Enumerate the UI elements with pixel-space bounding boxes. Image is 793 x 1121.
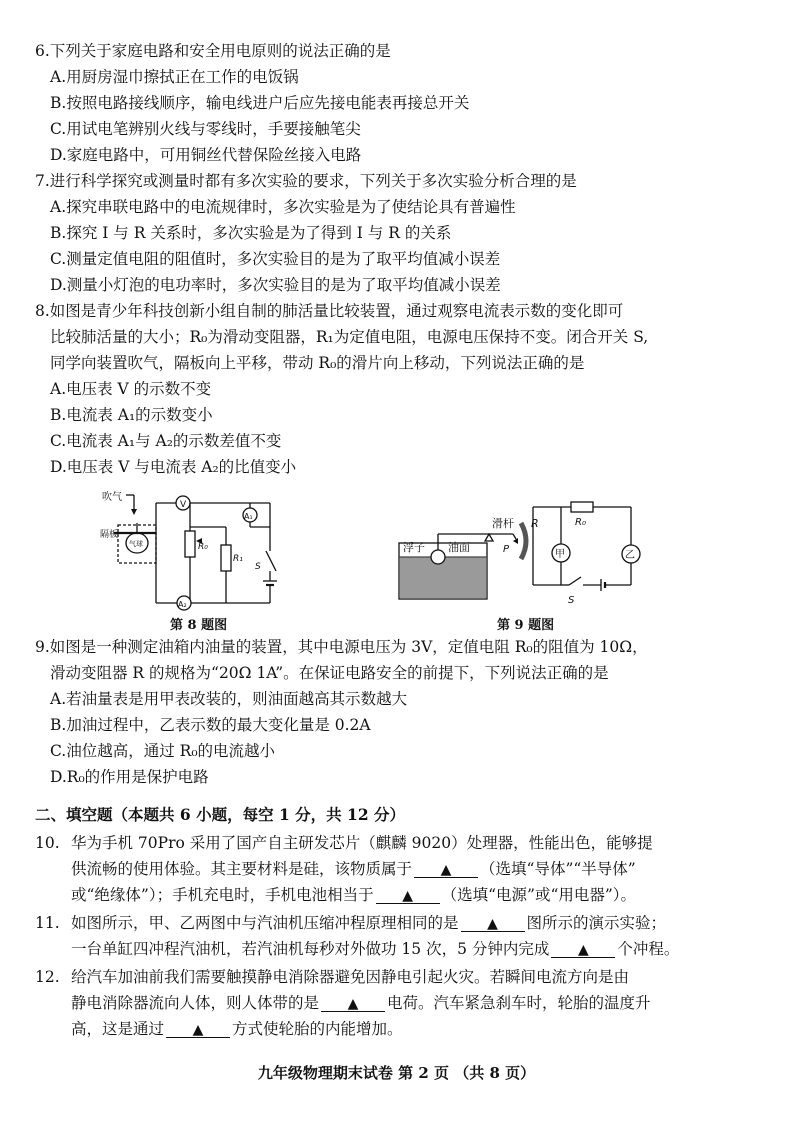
q12-blank-1[interactable]: ▲	[319, 992, 387, 1015]
fig9-yi-label: 乙	[625, 550, 635, 561]
fig8-a1-label: A₁	[244, 512, 253, 521]
fig9-oil	[400, 557, 486, 598]
q7-option-b: B.探究 I 与 R 关系时，多次实验是为了得到 I 与 R 的关系	[50, 224, 452, 242]
q8-stem-line-2: 比较肺活量的大小；R₀为滑动变阻器，R₁为定值电阻，电源电压保持不变。闭合开关 S,	[50, 328, 649, 346]
q11-blank-1[interactable]: ▲	[459, 912, 527, 935]
q10-number: 10.	[35, 834, 60, 852]
fig8-plate-label: 隔板	[100, 530, 119, 540]
q7-option-d: D.测量小灯泡的电功率时，多次实验目的是为了取平均值减小误差	[50, 276, 501, 294]
q12-line-3: 高，这是通过 ▲ 方式使轮胎的内能增加。	[71, 1018, 403, 1041]
figure-8-caption: 第 8 题图	[170, 618, 228, 633]
fig8-switch-label: S	[255, 562, 261, 572]
fig8-balloon-label: 气球	[129, 540, 143, 548]
figure-9-circuit	[393, 497, 661, 609]
q11-blank-2[interactable]: ▲	[549, 938, 617, 961]
q8-stem-line-3: 同学向装置吹气，隔板向上平移，带动 R₀的滑片向上移动，下列说法正确的是	[50, 354, 585, 372]
q9-option-b: B.加油过程中，乙表示数的最大变化量是 0.2A	[50, 716, 371, 734]
q9-stem-line-2: 滑动变阻器 R 的规格为“20Ω 1A”。在保证电路安全的前提下，下列说法正确的是	[50, 664, 609, 682]
fig8-a2-label: A₂	[178, 600, 187, 609]
q12-number: 12.	[35, 968, 60, 986]
q12-line-1: 给汽车加油前我们需要触摸静电消除器避免因静电引起火灾。若瞬间电流方向是由	[71, 968, 630, 986]
q10-blank-2[interactable]: ▲	[374, 884, 442, 907]
q8-option-a: A.电压表 V 的示数不变	[50, 380, 212, 398]
q6-option-c: C.用试电笔辨别火线与零线时，手要接触笔尖	[50, 120, 361, 138]
q9-stem-line-1: 9.如图是一种测定油箱内油量的装置，其中电源电压为 3V，定值电阻 R₀的阻值为 10Ω，	[35, 638, 648, 656]
fig8-switch	[266, 551, 276, 571]
fig9-float	[431, 550, 445, 564]
q9-option-c: C.油位越高，通过 R₀的电流越小	[50, 742, 276, 760]
q11-line-2: 一台单缸四冲程汽油机，若汽油机每秒对外做功 15 次，5 分钟内完成 ▲ 个冲程。	[71, 938, 679, 961]
fig9-oil-label: 油面	[448, 541, 470, 554]
q8-stem-line-1: 8.如图是青少年科技创新小组自制的肺活量比较装置，通过观察电流表示数的变化即可	[35, 302, 624, 320]
fig9-s-label: S	[568, 595, 575, 606]
page-footer: 九年级物理期末试卷 第 2 页 （共 8 页）	[257, 1064, 536, 1082]
fig9-switch	[569, 577, 581, 585]
fig9-pivot	[485, 534, 493, 541]
section-2-heading: 二、填空题（本题共 6 小题，每空 1 分，共 12 分）	[35, 805, 406, 824]
q11-number: 11.	[35, 914, 60, 932]
q8-option-b: B.电流表 A₁的示数变小	[50, 406, 213, 424]
q7-stem: 7.进行科学探究或测量时都有多次实验的要求，下列关于多次实验分析合理的是	[35, 172, 577, 190]
fig9-r0-resistor	[571, 502, 593, 512]
fig8-r0-label: R₀	[198, 542, 208, 552]
q6-stem: 6.下列关于家庭电路和安全用电原则的说法正确的是	[35, 42, 391, 60]
q6-option-b: B.按照电路接线顺序，输电线进户后应先接电能表再接总开关	[50, 94, 470, 112]
figure-9-caption: 第 9 题图	[497, 618, 555, 633]
fig8-r1-resistor	[221, 545, 231, 571]
figure-8-circuit	[100, 483, 300, 613]
q8-option-c: C.电流表 A₁与 A₂的示数差值不变	[50, 432, 282, 450]
q7-option-c: C.测量定值电阻的阻值时，多次实验目的是为了取平均值减小误差	[50, 250, 501, 268]
q9-option-d: D.R₀的作用是保护电路	[50, 768, 209, 786]
fig9-p-label: P	[503, 544, 510, 555]
q11-line-1: 如图所示，甲、乙两图中与汽油机压缩冲程原理相同的是 ▲ 图所示的演示实验；	[71, 912, 666, 935]
fig8-r1-label: R₁	[233, 554, 243, 564]
fig9-r-label: R	[531, 517, 539, 530]
q7-option-a: A.探究串联电路中的电流规律时，多次实验是为了使结论具有普遍性	[50, 198, 516, 216]
q10-blank-1[interactable]: ▲	[412, 858, 480, 881]
q10-line-1: 华为手机 70Pro 采用了国产自主研发芯片（麒麟 9020）处理器，性能出色，能够提	[71, 834, 653, 852]
fig9-rheostat-r	[521, 523, 526, 559]
q6-option-a: A.用厨房湿巾擦拭正在工作的电饭锅	[50, 68, 299, 86]
fig8-r0-resistor	[185, 531, 195, 557]
q8-option-d: D.电压表 V 与电流表 A₂的比值变小	[50, 458, 297, 476]
fig9-lever-label: 滑杆	[492, 517, 514, 530]
q9-option-a: A.若油量表是用甲表改装的，则油面越高其示数越大	[50, 690, 408, 708]
fig9-float-label: 浮子	[403, 541, 425, 554]
fig8-voltmeter-label: V	[180, 500, 187, 510]
q10-line-3: 或“绝缘体”）；手机充电时，手机电池相当于 ▲ （选填“电源”或“用电器”）。	[71, 884, 636, 907]
q10-line-2: 供流畅的使用体验。其主要材料是硅，该物质属于 ▲ （选填“导体”“半导体”	[71, 858, 636, 881]
fig9-jia-label: 甲	[555, 549, 565, 560]
q6-option-d: D.家庭电路中，可用铜丝代替保险丝接入电路	[50, 146, 362, 164]
fig9-r0-label: R₀	[575, 517, 586, 528]
q12-blank-2[interactable]: ▲	[164, 1018, 232, 1041]
fig8-blow-label: 吹气	[102, 492, 122, 503]
q12-line-2: 静电消除器流向人体，则人体带的是 ▲ 电荷。汽车紧急刹车时，轮胎的温度升	[71, 992, 651, 1015]
